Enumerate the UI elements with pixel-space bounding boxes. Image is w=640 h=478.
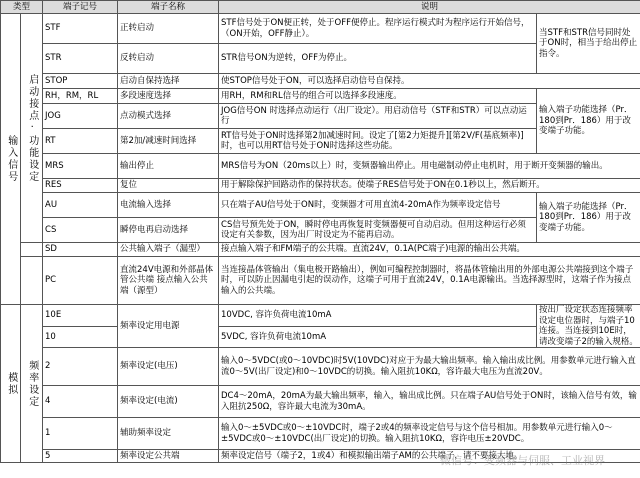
terminal-name: 频率设定用电源 — [118, 305, 219, 348]
table-row — [1, 450, 640, 463]
header-type: 类型 — [1, 1, 43, 14]
table-header-row — [1, 1, 640, 14]
terminal-name: 反转启动 — [118, 44, 219, 74]
watermark: 微信号：变频器与伺服、工业视界 — [440, 454, 605, 467]
terminal-name: 第2加/减速时间选择 — [118, 129, 219, 154]
terminal-name: 频率设定(电压) — [118, 348, 219, 386]
table-row — [1, 386, 640, 418]
terminal-name: 输出停止 — [118, 154, 219, 179]
table-row — [1, 179, 640, 193]
terminal-code: AU — [43, 193, 118, 218]
note-freq-power: 按出厂设定状态连接频率设定电位器时，与端子10连接。当连接到10E时，请改变端子2的输入规格。 — [537, 305, 640, 348]
terminal-desc: 5VDC, 容许负荷电流10mA — [219, 326, 537, 348]
terminal-desc: 10VDC, 容许负荷电流10mA — [219, 305, 537, 327]
terminal-desc: 只在端子AU信号处于ON时，变频器才可用直流4-20mA作为频率设定信号 — [219, 193, 537, 218]
group-input-signal: 输入信号 — [1, 14, 21, 305]
terminal-code: SD — [43, 243, 118, 257]
terminal-code: MRS — [43, 154, 118, 179]
terminal-code: 5 — [43, 450, 118, 463]
header-description: 说明 — [219, 1, 640, 14]
terminal-code: RT — [43, 129, 118, 154]
terminal-desc: MRS信号为ON（20ms以上）时，变频器输出停止。用电磁制动停止电机时，用于断开变频器的输出。 — [219, 154, 640, 179]
terminal-name: 瞬停电再启动选择 — [118, 218, 219, 243]
terminal-name: 启动自保持选择 — [118, 74, 219, 89]
terminal-name: 频率设定(电流) — [118, 386, 219, 418]
table-row — [1, 418, 640, 450]
terminal-name: 直流24V电源和外部晶体管公共端 接点输入公共端（源型） — [118, 257, 219, 305]
blank-cell — [21, 257, 43, 305]
table-row — [1, 243, 640, 257]
terminal-desc: 输入0～±5VDC或0～±10VDC时，端子2或4的频率设定信号与这个信号相加。用参数单元进行输入0～±5VDC或0～±10VDC(出厂设定)的切换。输入阻抗10KΩ，容许电压±20VDC。 — [219, 418, 640, 450]
header-terminal-code: 端子记号 — [43, 1, 118, 14]
blank-cell — [21, 243, 43, 257]
terminal-code: STR — [43, 44, 118, 74]
terminal-desc: 当连接晶体管输出（集电极开路输出），例如可编程控制器时，将晶体管输出用的外部电源公共端接到这个端子时，可以防止因漏电引起的误动作，这端子可用于直流24V，0.1A电源输出。当选择源型时，这端子作为接点输入的公共端。 — [219, 257, 640, 305]
terminal-desc: 用RH，RM和RL信号的组合可以选择多段速度。 — [219, 89, 537, 104]
terminal-code: RH，RM，RL — [43, 89, 118, 104]
terminal-code: 4 — [43, 386, 118, 418]
note-function-select: 输入端子功能选择（Pr．180到Pr．186）用于改变端子功能。 — [537, 193, 640, 243]
terminal-code: STF — [43, 14, 118, 44]
table-row — [1, 154, 640, 179]
terminal-desc: 使STOP信号处于ON，可以选择启动信号自保持。 — [219, 74, 640, 89]
table-row — [1, 348, 640, 386]
table-row — [1, 74, 640, 89]
terminal-desc: 输入0～5VDC(或0～10VDC)时5V(10VDC)对应于为最大输出频率。输入输出成比例。用参数单元进行输入直流0～5V(出厂设定)和0～10VDC的切换。输入阻抗10KΩ，容许最大电压为直流20V。 — [219, 348, 640, 386]
terminal-code: 10E — [43, 305, 118, 327]
terminal-code: STOP — [43, 74, 118, 89]
terminal-name: 电流输入选择 — [118, 193, 219, 218]
terminal-desc: 用于解除保护回路动作的保持状态。使端子RES信号处于ON在0.1秒以上，然后断开。 — [219, 179, 640, 193]
table-row — [1, 193, 640, 218]
terminal-desc: STR信号ON为逆转，OFF为停止。 — [219, 44, 537, 74]
terminal-name: 公共输入端子（漏型） — [118, 243, 219, 257]
terminal-desc: STF信号处于ON便正转，处于OFF便停止。程序运行模式时为程序运行开始信号，（ON开始，OFF静止）。 — [219, 14, 537, 44]
table-row — [1, 257, 640, 305]
terminal-desc: 接点输入端子和FM端子的公共端。直流24V，0.1A(PC端子)电源的输出公共端。 — [219, 243, 640, 257]
terminal-name: 正转启动 — [118, 14, 219, 44]
terminal-code: 2 — [43, 348, 118, 386]
terminal-desc: RT信号处于ON时选择第2加减速时间。设定了[第2力矩提升][第2V/F(基底频率)]时，也可以用RT信号处于ON时选择这些功能。 — [219, 129, 537, 154]
terminal-desc: 频率设定信号（端子2，1或4）和模拟输出端子AM的公共端子，请不要接大地。 — [219, 450, 640, 463]
terminal-code: 1 — [43, 418, 118, 450]
group-start-contact: 启动接点·功能设定 — [21, 14, 43, 243]
terminal-code: CS — [43, 218, 118, 243]
note-stf-str: 当STF和STR信号同时处于ON时，相当于给出停止指令。 — [537, 14, 640, 74]
terminal-code: 10 — [43, 326, 118, 348]
terminal-desc: JOG信号ON 时选择点动运行（出厂设定）。用启动信号（STF和STR）可以点动运行 — [219, 104, 537, 129]
note-function-select: 输入端子功能选择（Pr．180到Pr．186）用于改变端子功能。 — [537, 89, 640, 154]
table-row — [1, 305, 640, 327]
header-terminal-name: 端子名称 — [118, 1, 219, 14]
terminal-name: 频率设定公共端 — [118, 450, 219, 463]
group-freq-setting: 频率设定 — [21, 305, 43, 463]
terminal-code: JOG — [43, 104, 118, 129]
terminal-code: RES — [43, 179, 118, 193]
terminal-name: 多段速度选择 — [118, 89, 219, 104]
table-row — [1, 14, 640, 44]
table-row — [1, 89, 640, 104]
terminal-desc: CS信号预先处于ON，瞬时停电再恢复时变频器便可自动启动。但用这种运行必须设定有关参数，因为出厂时设定为不能再启动。 — [219, 218, 537, 243]
terminal-name: 辅助频率设定 — [118, 418, 219, 450]
group-analog: 模拟 — [1, 305, 21, 463]
terminal-code: PC — [43, 257, 118, 305]
terminal-name: 点动模式选择 — [118, 104, 219, 129]
terminal-name: 复位 — [118, 179, 219, 193]
terminal-desc: DC4～20mA，20mA为最大输出频率，输入，输出成比例。只在端子AU信号处于ON时，该输入信号有效，输入阻抗250Ω，容许最大电流为30mA。 — [219, 386, 640, 418]
